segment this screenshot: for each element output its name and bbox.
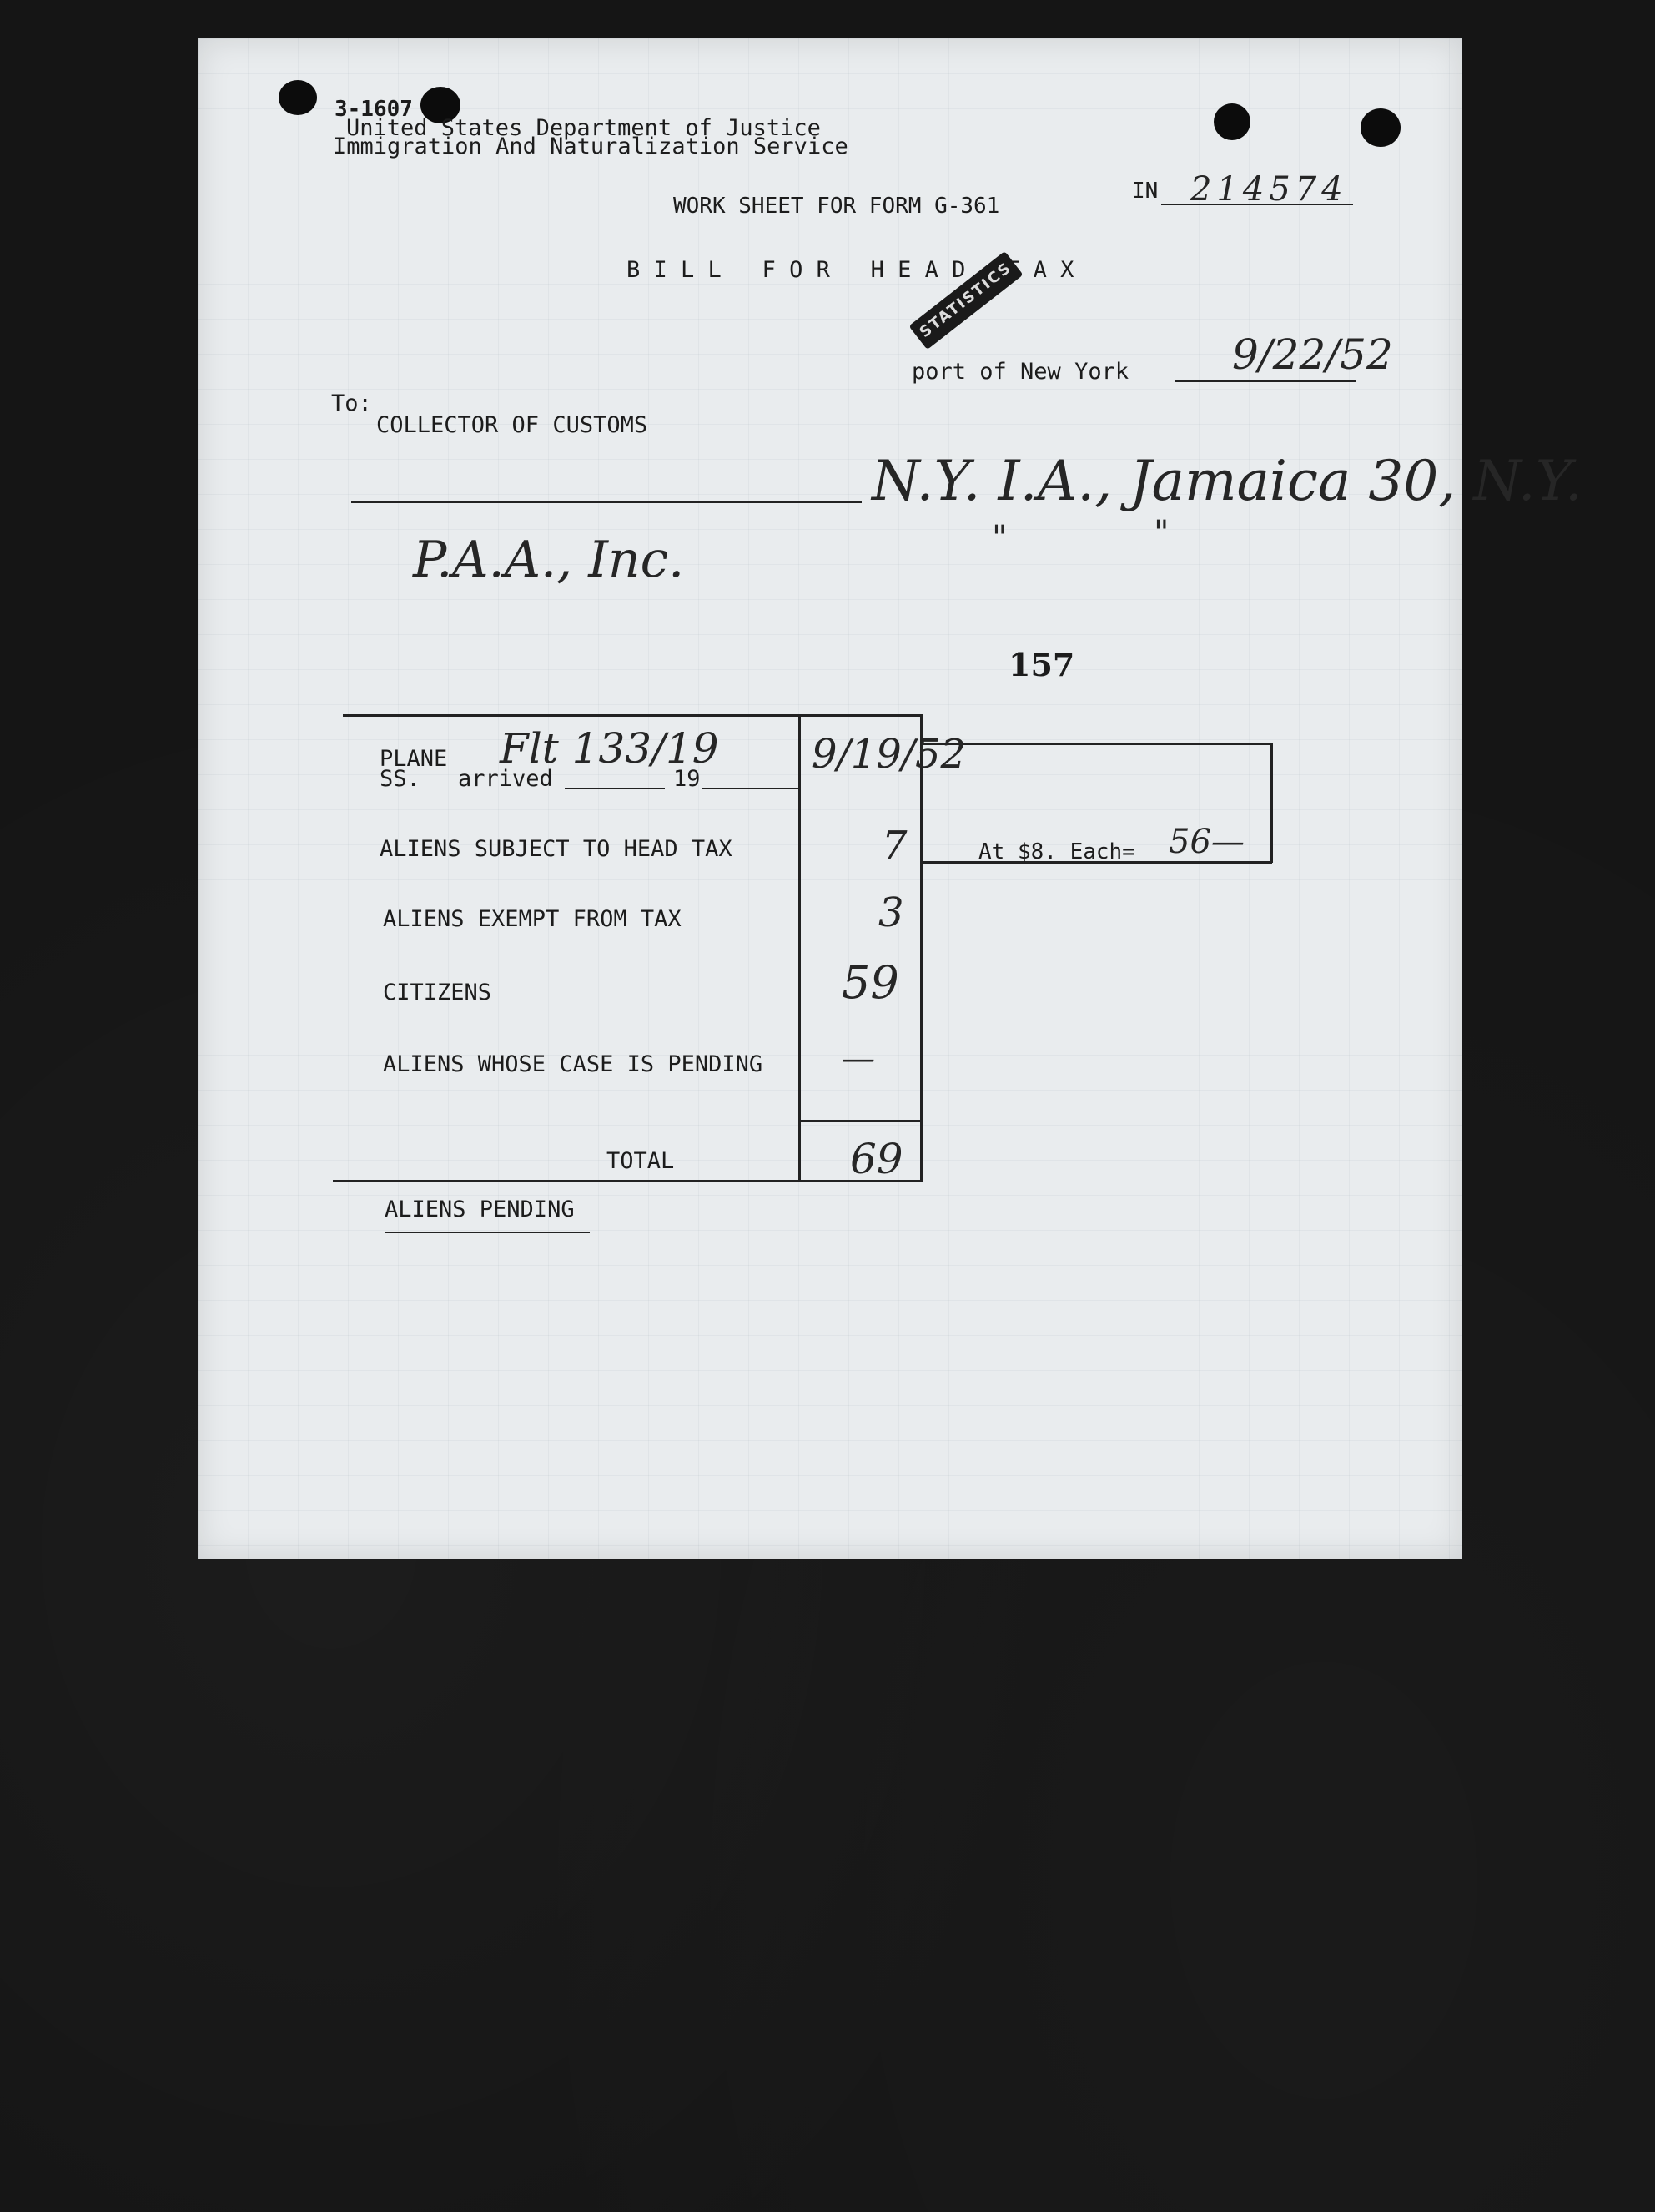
page-number: 157 [1009, 646, 1075, 683]
port-label: port of New York [912, 359, 1129, 385]
rate-amount: 56— [1169, 823, 1245, 861]
punch-hole [1361, 108, 1401, 147]
table-bottom-rule [333, 1180, 923, 1182]
year-underline [702, 788, 798, 789]
row-label-pending: ALIENS WHOSE CASE IS PENDING [383, 1051, 763, 1077]
in-number: 214574 [1190, 170, 1348, 209]
worksheet-title: WORK SHEET FOR FORM G-361 [673, 194, 1000, 219]
row-value-subject-to-tax: 7 [882, 823, 908, 869]
total-label: TOTAL [606, 1148, 675, 1174]
aliens-pending-label: ALIENS PENDING [385, 1197, 575, 1222]
to-label: To: [331, 391, 372, 416]
ss-label: SS. [380, 766, 420, 792]
value-column-right-rule [920, 714, 923, 1182]
agency-line-1: United States Department of Justice [346, 115, 821, 141]
form-code: 3-1607 [335, 97, 413, 122]
punch-hole [1214, 103, 1250, 140]
rate-text: At $8. Each= [978, 839, 1135, 864]
bill-title: B I L L F O R H E A D T A X [626, 257, 1074, 283]
row-label-exempt: ALIENS EXEMPT FROM TAX [383, 906, 682, 932]
row-value-citizens: 59 [842, 956, 899, 1009]
total-value: 69 [850, 1135, 903, 1183]
in-label: IN [1132, 179, 1159, 204]
plane-label: PLANE [380, 746, 448, 772]
year-prefix: 19 [673, 766, 701, 792]
total-separator-rule [798, 1120, 922, 1122]
ditto-mark: " [992, 519, 1008, 557]
address-line [351, 501, 862, 503]
statistics-stamp: STATISTICS [908, 251, 1023, 350]
arrived-label: arrived [458, 766, 553, 792]
ditto-mark: " [1154, 514, 1170, 552]
table-top-rule [343, 714, 922, 717]
row-value-exempt: 3 [878, 889, 904, 936]
row-label-citizens: CITIZENS [383, 980, 492, 1005]
port-date-underline [1175, 380, 1356, 382]
flight-number: Flt 133/19 [500, 724, 719, 773]
agency-line-2: Immigration And Naturalization Service [333, 134, 848, 159]
arrived-underline [565, 788, 665, 789]
value-column-left-rule [798, 714, 801, 1182]
rate-box-right [1270, 743, 1273, 863]
handwritten-company: P.A.A., Inc. [413, 531, 685, 589]
punch-hole [279, 80, 317, 115]
rate-box-top [920, 743, 1272, 745]
handwritten-location: N.Y. I.A., Jamaica 30, N.Y. [872, 449, 1582, 513]
aliens-pending-underline [385, 1232, 590, 1233]
row-value-pending: — [842, 1040, 875, 1078]
document-page [198, 38, 1582, 1559]
port-date: 9/22/52 [1232, 330, 1393, 379]
arrival-date: 9/19/52 [812, 731, 967, 778]
collector-of-customs: COLLECTOR OF CUSTOMS [376, 412, 648, 438]
row-label-subject-to-tax: ALIENS SUBJECT TO HEAD TAX [380, 836, 732, 862]
